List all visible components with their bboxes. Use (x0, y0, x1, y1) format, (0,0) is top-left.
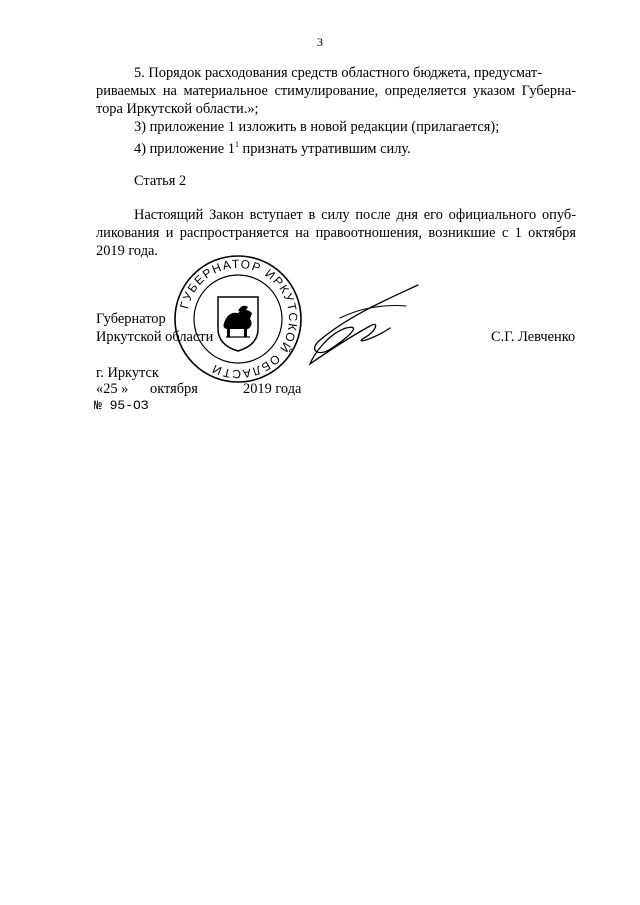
seal-text: ГУБЕРНАТОР ИРКУТСКОЙ ОБЛАСТИ (177, 256, 301, 382)
signatory-title-line-1: Губернатор (96, 311, 166, 327)
article-text-line-3: 2019 года. (96, 243, 159, 259)
item-4-tail: признать утратившим силу. (238, 141, 411, 157)
signature (300, 280, 420, 370)
paragraph-5-line-3: тора Иркутской области.»; (96, 101, 259, 117)
coat-of-arms-icon (218, 297, 258, 351)
article-text-line-1: Настоящий Закон вступает в силу после дня его официального опуб- (134, 207, 576, 223)
signatory-name: С.Г. Левченко (491, 329, 576, 345)
page-number: 3 (317, 35, 323, 49)
date-month: октября (150, 381, 198, 397)
signatory-title-line-2: Иркутской области (96, 329, 214, 345)
date-year: 2019 года (243, 381, 302, 397)
article-heading: Статья 2 (134, 173, 187, 189)
item-4-superscript: 1 (234, 140, 239, 149)
item-3: 3) приложение 1 изложить в новой редакции (прилагается); (134, 119, 500, 135)
paragraph-5-line-2: риваемых на материальное стимулирование, определяется указом Губерна- (96, 83, 576, 99)
item-4 (134, 136, 411, 158)
date-day: «25 » (96, 381, 129, 397)
law-number: № 95-ОЗ (94, 398, 149, 413)
governor-seal (172, 253, 304, 385)
item-4-text: 4) приложение 1 (134, 141, 235, 157)
place: г. Иркутск (96, 365, 159, 381)
paragraph-5-line-1: 5. Порядок расходования средств областного бюджета, предусмат- (134, 65, 542, 81)
article-text-line-2: ликования и распространяется на правоотношения, возникшие с 1 октября (96, 225, 576, 241)
